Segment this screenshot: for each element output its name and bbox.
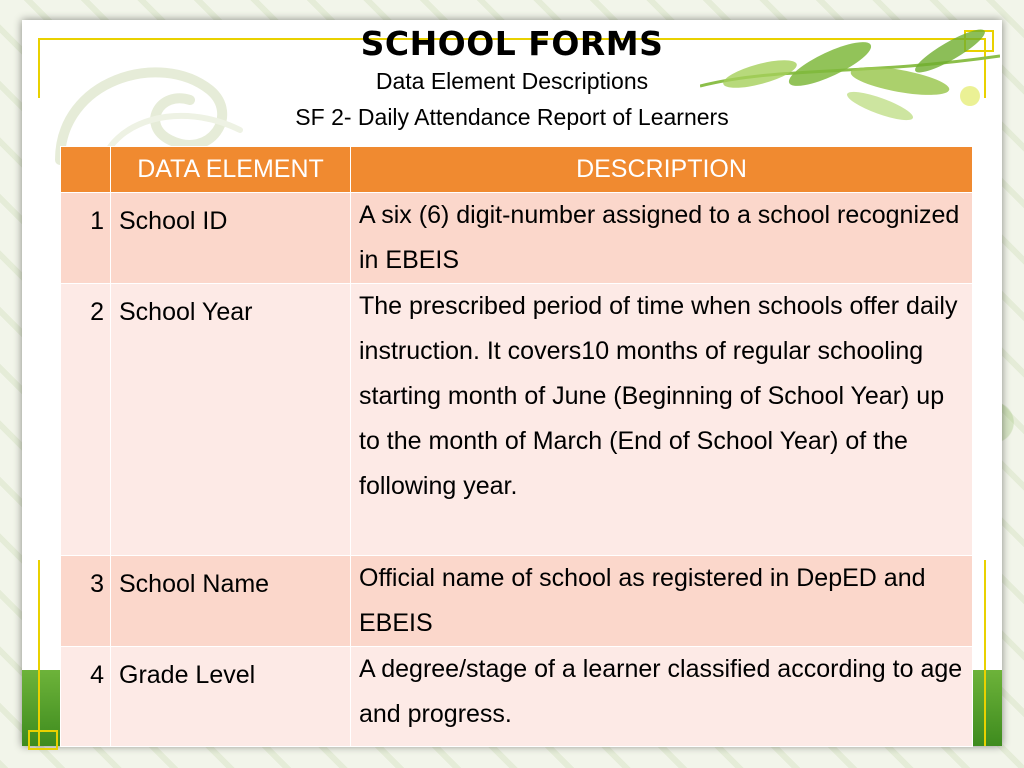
table-row [61, 193, 973, 284]
row-element: School Name [111, 556, 351, 647]
table-row [61, 556, 973, 647]
data-element-table [60, 146, 973, 747]
row-description: Official name of school as registered in DepED and EBEIS [351, 556, 973, 647]
row-element: Grade Level [111, 647, 351, 747]
row-number: 4 [61, 647, 111, 747]
row-number: 3 [61, 556, 111, 647]
gold-frame-right-bottom [984, 560, 986, 746]
gold-frame-left-bottom [38, 560, 40, 746]
row-element: School ID [111, 193, 351, 284]
title-block [60, 24, 964, 136]
form-title: SF 2- Daily Attendance Report of Learners [295, 104, 729, 130]
header-data-element: DATA ELEMENT [111, 147, 351, 193]
table-header-row [61, 147, 973, 193]
row-element: School Year [111, 284, 351, 556]
row-description: A degree/stage of a learner classified according to age and progress. [351, 647, 973, 747]
slide-subtitle: Data Element Descriptions [375, 68, 649, 94]
table-row [61, 647, 973, 747]
row-number: 2 [61, 284, 111, 556]
table-row [61, 284, 973, 556]
row-number: 1 [61, 193, 111, 284]
row-description: A six (6) digit-number assigned to a school recognized in EBEIS [351, 193, 973, 284]
header-number [61, 147, 111, 193]
slide-title: SCHOOL FORMS [360, 24, 664, 63]
row-description: The prescribed period of time when schools offer daily instruction. It covers10 months of regular schooling starting month of June (Beginning of School Year) up to the month of March (End of School Year) of the following year. [351, 284, 973, 556]
gold-corner-ornament [28, 730, 58, 750]
header-description: DESCRIPTION [351, 147, 973, 193]
